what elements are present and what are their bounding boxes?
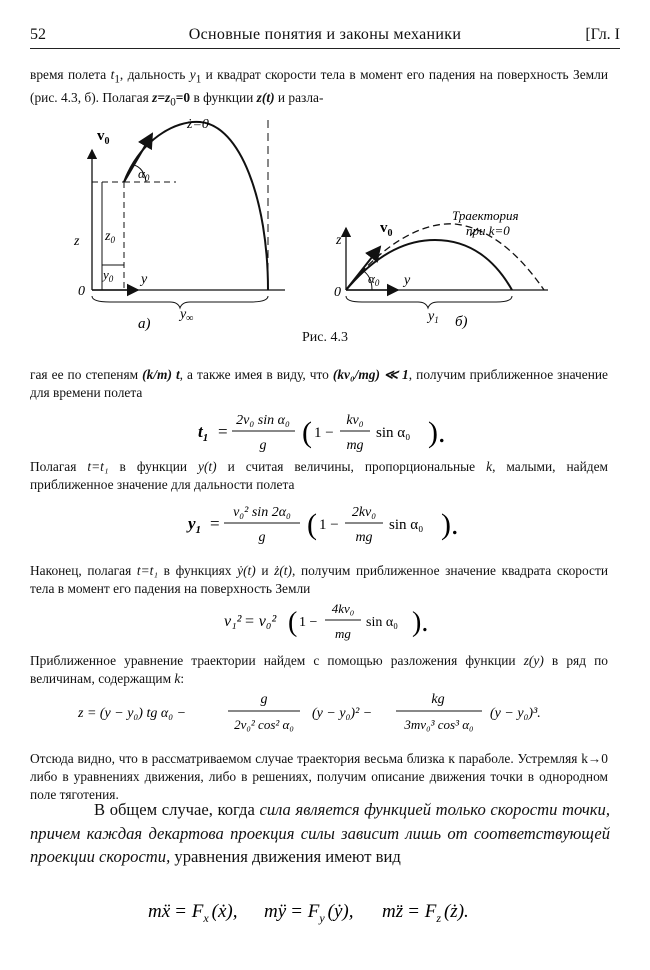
eq4-middle: (y − y₀)² − — [312, 706, 373, 721]
eq4-frac2-denominator: 3mv₀³ cos³ α₀ — [404, 717, 474, 732]
intro-text-a: время полета — [30, 67, 111, 82]
paragraph-4 — [30, 562, 608, 598]
chapter-label: [Гл. I — [585, 26, 620, 43]
panel-b — [334, 208, 548, 330]
panel-b-y-label: y — [404, 273, 411, 288]
eq1-lparen: ( — [302, 416, 312, 449]
panel-a-alpha-label: $\alpha_0$ — [138, 166, 150, 183]
eq1-lhs: $t_1$ — [198, 422, 209, 444]
para4-cond: t=t₁ — [136, 563, 159, 578]
para5-text-c: : — [180, 671, 185, 686]
eq3-lparen: ( — [288, 607, 298, 638]
equation-speed — [0, 598, 650, 648]
intro-cond: z=z — [152, 89, 171, 105]
intro-text-c: и квадрат скорости тела в момент его падения на поверхность Земли (рис. 4.3, б). Полагая — [30, 67, 609, 105]
eq4-lhs: z = (y − y₀) tg α₀ − — [78, 706, 187, 721]
eq1-numerator: 2v₀ sin α₀ — [236, 413, 290, 428]
eq4-frac1-numerator: g — [260, 692, 268, 707]
para4-text-b: в функциях — [158, 563, 238, 578]
para4-text-c: и — [255, 563, 275, 578]
equation-range — [0, 496, 650, 556]
eq2-numerator: v₀² sin 2α₀ — [233, 505, 291, 520]
para2-text-b: , а также имея в виду, что — [179, 367, 333, 382]
panel-b-trajectory-label-1: Траектория — [452, 208, 519, 223]
eq1-rparen: ). — [428, 416, 446, 449]
paragraph-5 — [30, 652, 608, 688]
para3-text-a: Полагая — [30, 459, 88, 474]
eq1-denominator: g — [259, 438, 267, 453]
intro-text-e: и разла- — [274, 89, 324, 105]
para2-text-a: гая ее по степеням — [30, 367, 143, 382]
para2-km: (k/m) t — [142, 367, 180, 382]
equation-trajectory — [0, 686, 650, 746]
eq1-one-minus: 1 − — [314, 425, 334, 441]
intro-cond-sub: 0 — [170, 96, 176, 109]
eq3-rparen: ). — [412, 607, 429, 638]
eq2-tail: sin α₀ — [389, 517, 424, 533]
eq3-inner-numerator: 4kv₀ — [331, 601, 355, 616]
eq1-inner-denominator: mg — [346, 438, 364, 453]
eq2-denominator: g — [258, 530, 266, 545]
para7-text-b: уравнения движения имеют вид — [170, 847, 401, 866]
panel-a — [73, 117, 285, 332]
para2-cond: (kv₀/mg) ≪ 1 — [332, 367, 409, 382]
eq2-inner-denominator: mg — [355, 530, 373, 545]
panel-b-alpha-label: $\alpha_0$ — [368, 271, 380, 288]
eq3-one-minus: 1 − — [299, 615, 318, 630]
figure-4-3 — [0, 0, 650, 345]
intro-cond-tail: =0 — [175, 89, 191, 105]
eq3-rhs: = v₀² — [244, 613, 277, 630]
intro-text-d: в функции — [190, 89, 257, 105]
paragraph-3 — [30, 458, 608, 494]
para4-zdot: ż(t) — [274, 563, 292, 578]
panel-a-origin-label: 0 — [78, 284, 85, 299]
para5-k: k — [174, 671, 181, 686]
paragraph-2 — [30, 366, 608, 402]
para5-zy: z(y) — [523, 653, 544, 668]
panel-b-range-brace — [346, 296, 512, 308]
para7-text-a: В общем случае, когда — [94, 800, 260, 819]
intro-t1-sub: 1 — [114, 73, 120, 86]
intro-y1-sub: 1 — [195, 73, 202, 86]
eq3-inner-denominator: mg — [335, 626, 351, 641]
eq2-inner-numerator: 2kv₀ — [351, 505, 377, 520]
panel-a-zdot-label: ż=0 — [187, 117, 209, 132]
intro-t1: t — [110, 67, 115, 82]
para4-text-a: Наконец, полагая — [30, 563, 137, 578]
para3-yt: y(t) — [198, 459, 217, 474]
para3-text-b: в функции — [108, 459, 199, 474]
panel-a-v0-label: $v_0$ — [97, 128, 110, 147]
eq2-lparen: ( — [307, 508, 317, 541]
eq4-frac2-numerator: kg — [431, 692, 445, 707]
panel-b-z-label: z — [336, 233, 342, 248]
eq2-one-minus: 1 − — [319, 517, 339, 533]
panel-b-label: б) — [455, 314, 468, 330]
eq5-part1: mẍ = $F_x$ (ẋ), — [148, 901, 238, 925]
para7-emphasis: сила является функцией только скорости точки, причем каждая декартова проекция силы зависит лишь от соответствующей проекции скорости, — [30, 800, 611, 866]
panel-b-y1-label: $y_1$ — [428, 309, 439, 325]
eq5-part2: mÿ = $F_y$ (ẏ), — [264, 901, 354, 925]
running-title: Основные понятия и законы механики — [188, 26, 462, 43]
panel-b-trajectory-label-2: при k=0 — [466, 223, 510, 238]
eq1-inner-numerator: kv₀ — [346, 413, 364, 428]
para3-text-d: , малыми, найдем приближенное значение для дальности полета — [30, 459, 608, 492]
panel-a-label: а) — [138, 316, 151, 332]
intro-zt: z(t) — [256, 89, 275, 105]
equation-time — [0, 404, 650, 464]
panel-a-z-label: z — [74, 234, 80, 249]
eq1-tail: sin α₀ — [376, 425, 411, 441]
para4-ydot: ẏ(t) — [237, 563, 256, 578]
panel-a-yinf-label: $y_\infty$ — [180, 307, 194, 324]
para5-text-b: в ряд по величинам, содержащим — [30, 653, 608, 686]
figure-caption: Рис. 4.3 — [302, 330, 348, 345]
page-number: 52 — [30, 26, 46, 43]
intro-text-b: , дальность — [119, 67, 190, 82]
eq3-lhs: v₁² — [224, 613, 242, 630]
panel-a-trajectory — [124, 122, 268, 290]
eq1-equals: = — [218, 422, 228, 441]
para3-text-c: и считая величины, пропорциональные — [216, 459, 487, 474]
eq5-part3: mz̈ = $F_z$ (ż). — [382, 901, 469, 925]
para4-text-d: , получим приближенное значение квадрата скорости тела в момент его падения на поверхность Земли — [30, 563, 608, 596]
paragraph-7 — [30, 798, 610, 869]
intro-y1: y — [189, 67, 196, 82]
panel-b-origin-label: 0 — [334, 285, 341, 300]
para3-cond: t=t₁ — [87, 459, 109, 474]
paragraph-6: Отсюда видно, что в рассматриваемом случае траектория весьма близка к параболе. Устремляя k→0 либо в уравнениях движения, либо в решениях, получим описание движения точки в однородном поле тяготения. — [30, 751, 608, 802]
eq4-tail: (y − y₀)³. — [490, 706, 541, 721]
equation-motion — [0, 893, 650, 933]
panel-a-y-label: y — [141, 272, 148, 287]
para5-text-a: Приближенное уравнение траектории найдем с помощью разложения функции — [30, 653, 524, 668]
eq3-tail: sin α₀ — [366, 615, 399, 630]
eq4-frac1-denominator: 2v₀² cos² α₀ — [234, 717, 294, 732]
eq2-rparen: ). — [441, 508, 459, 541]
panel-a-z0-label: $z_0$ — [105, 229, 115, 245]
eq2-equals: = — [210, 514, 220, 533]
para3-k: k — [486, 459, 493, 474]
eq2-lhs: $y_1$ — [188, 514, 202, 536]
panel-b-v0-label: $v_0$ — [380, 220, 393, 239]
panel-a-y0-label: $y_0$ — [103, 267, 114, 284]
para2-text-c: , получим приближенное значение для времени полета — [30, 367, 608, 400]
